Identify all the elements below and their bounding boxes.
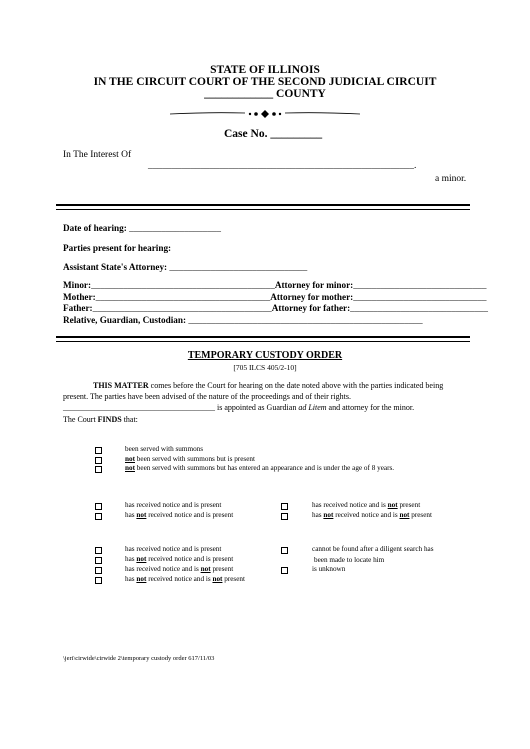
notice-option-1: has received notice and is present — [125, 501, 222, 509]
mother-label: Mother: — [63, 292, 96, 302]
not-word: not — [125, 455, 135, 463]
notice2-option-6: is unknown — [312, 565, 346, 573]
notice-checkbox-3[interactable] — [281, 503, 288, 510]
not-word: not — [136, 575, 147, 583]
gal-italic: ad Litem — [298, 403, 327, 412]
intro-paragraph — [93, 381, 443, 390]
not-word: not — [323, 511, 334, 519]
notice-checkbox-4[interactable] — [281, 513, 288, 520]
county-blank[interactable]: ____________ — [204, 88, 274, 100]
order-title: TEMPORARY CUSTODY ORDER — [187, 350, 343, 361]
relative-field[interactable]: ___________________________________________________ — [188, 315, 423, 325]
notice2-option-5-cont: been made to locate him — [314, 556, 385, 564]
not-word: not — [136, 511, 147, 519]
text-fragment: has — [125, 555, 137, 563]
gal-line — [63, 403, 414, 412]
service-option-3-text: been served with summons but has entered an appearance and is under the age of 8 years. — [135, 464, 395, 472]
not-word: not — [387, 501, 398, 509]
notice-option-4 — [312, 511, 432, 519]
minor-party-label: Minor: — [63, 280, 92, 290]
interest-name-field[interactable]: ________________________________________________________. — [148, 161, 417, 171]
notice2-checkbox-3[interactable] — [95, 567, 102, 574]
notice2-option-2 — [125, 555, 233, 563]
section-rule-top — [56, 204, 470, 206]
notice2-checkbox-1[interactable] — [95, 547, 102, 554]
intro-line-2: present. The parties have been advised of the nature of the proceedings and of their rights. — [63, 392, 351, 401]
hearing-date-field[interactable]: ____________________ — [129, 223, 221, 233]
notice2-option-5: cannot be found after a diligent search has — [312, 545, 434, 553]
asa-row — [63, 262, 307, 272]
notice2-option-3 — [125, 565, 233, 573]
text-fragment: has — [125, 511, 137, 519]
text-fragment: has received notice and is — [125, 565, 201, 573]
parties-label: Parties present for hearing: — [63, 243, 172, 253]
minor-label: a minor. — [435, 174, 467, 184]
service-option-2-text: been served with summons but is present — [135, 455, 255, 463]
minor-row — [63, 280, 486, 290]
notice2-checkbox-4[interactable] — [95, 577, 102, 584]
court-b: that: — [121, 415, 138, 424]
father-row — [63, 303, 488, 313]
notice-option-3 — [312, 501, 420, 509]
atty-mother-label: Attorney for mother: — [270, 292, 354, 302]
text-fragment: has — [125, 575, 137, 583]
notice-option-2 — [125, 511, 233, 519]
hearing-date-label: Date of hearing: — [63, 223, 127, 233]
atty-minor-field[interactable]: _____________________________ — [353, 280, 487, 290]
court-a: The Court — [63, 415, 98, 424]
service-checkbox-2[interactable] — [95, 457, 102, 464]
section-rule-2-bottom — [56, 341, 470, 342]
atty-minor-label: Attorney for minor: — [274, 280, 354, 290]
county-label: COUNTY — [276, 88, 326, 100]
gal-text-a: is appointed as Guardian — [215, 403, 299, 412]
court-finds-word: FINDS — [97, 415, 122, 424]
father-label: Father: — [63, 303, 93, 313]
not-word: not — [212, 575, 223, 583]
father-field[interactable]: _______________________________________ — [92, 303, 272, 313]
interest-label: In The Interest Of — [63, 150, 132, 160]
atty-father-field[interactable]: ______________________________ — [350, 303, 488, 313]
asa-label: Assistant State's Attorney: — [63, 262, 168, 272]
text-fragment: present — [409, 511, 433, 519]
ornament-divider — [170, 108, 360, 120]
mother-row — [63, 292, 486, 302]
case-number-field[interactable]: _________ — [270, 128, 323, 140]
not-word: not — [136, 555, 147, 563]
service-checkbox-3[interactable] — [95, 466, 102, 473]
atty-father-label: Attorney for father: — [271, 303, 351, 313]
notice2-checkbox-6[interactable] — [281, 567, 288, 574]
notice-checkbox-1[interactable] — [95, 503, 102, 510]
text-fragment: has received notice and is — [312, 501, 388, 509]
minor-party-field[interactable]: ________________________________________ — [91, 280, 275, 290]
hearing-date — [63, 223, 221, 233]
gal-text-b: and attorney for the minor. — [326, 403, 415, 412]
text-fragment: present — [397, 501, 421, 509]
intro-rest: comes before the Court for hearing on the date noted above with the parties indicated being — [148, 381, 444, 390]
not-word: not — [125, 464, 135, 472]
service-option-2 — [125, 455, 255, 463]
section-rule-bottom — [56, 209, 470, 210]
court-heading: IN THE CIRCUIT COURT OF THE SECOND JUDICIAL CIRCUIT — [93, 76, 437, 88]
text-fragment: present — [222, 575, 246, 583]
asa-field[interactable]: ______________________________ — [169, 262, 308, 272]
case-number — [224, 128, 322, 140]
text-fragment: present — [210, 565, 234, 573]
state-heading: STATE OF ILLINOIS — [210, 64, 320, 76]
notice2-checkbox-2[interactable] — [95, 557, 102, 564]
county-heading — [0, 88, 530, 100]
relative-row — [63, 315, 423, 325]
text-fragment: received notice and is present — [146, 555, 234, 563]
mother-field[interactable]: ______________________________________ — [95, 292, 271, 302]
relative-label: Relative, Guardian, Custodian: — [63, 315, 187, 325]
text-fragment: received notice and is present — [146, 511, 234, 519]
notice2-checkbox-5[interactable] — [281, 547, 288, 554]
gal-field[interactable]: ______________________________________ — [63, 403, 215, 412]
this-matter: THIS MATTER — [93, 381, 149, 390]
case-label: Case No. — [224, 128, 268, 140]
service-option-1: been served with summons — [125, 445, 204, 453]
service-checkbox-1[interactable] — [95, 447, 102, 454]
section-rule-2-top — [56, 336, 470, 338]
notice2-option-1: has received notice and is present — [125, 545, 222, 553]
atty-mother-field[interactable]: _____________________________ — [353, 292, 487, 302]
notice2-option-4 — [125, 575, 245, 583]
text-fragment: received notice and is — [333, 511, 400, 519]
not-word: not — [200, 565, 211, 573]
text-fragment: received notice and is — [146, 575, 213, 583]
service-option-3 — [125, 464, 394, 472]
footer-path: \jeri\cirwide\cirwide 2\temporary custody order 617/11/03 — [63, 655, 215, 662]
not-word: not — [399, 511, 410, 519]
court-finds — [63, 415, 138, 424]
text-fragment: has — [312, 511, 324, 519]
order-citation: [705 ILCS 405/2-10] — [233, 363, 297, 372]
notice-checkbox-2[interactable] — [95, 513, 102, 520]
